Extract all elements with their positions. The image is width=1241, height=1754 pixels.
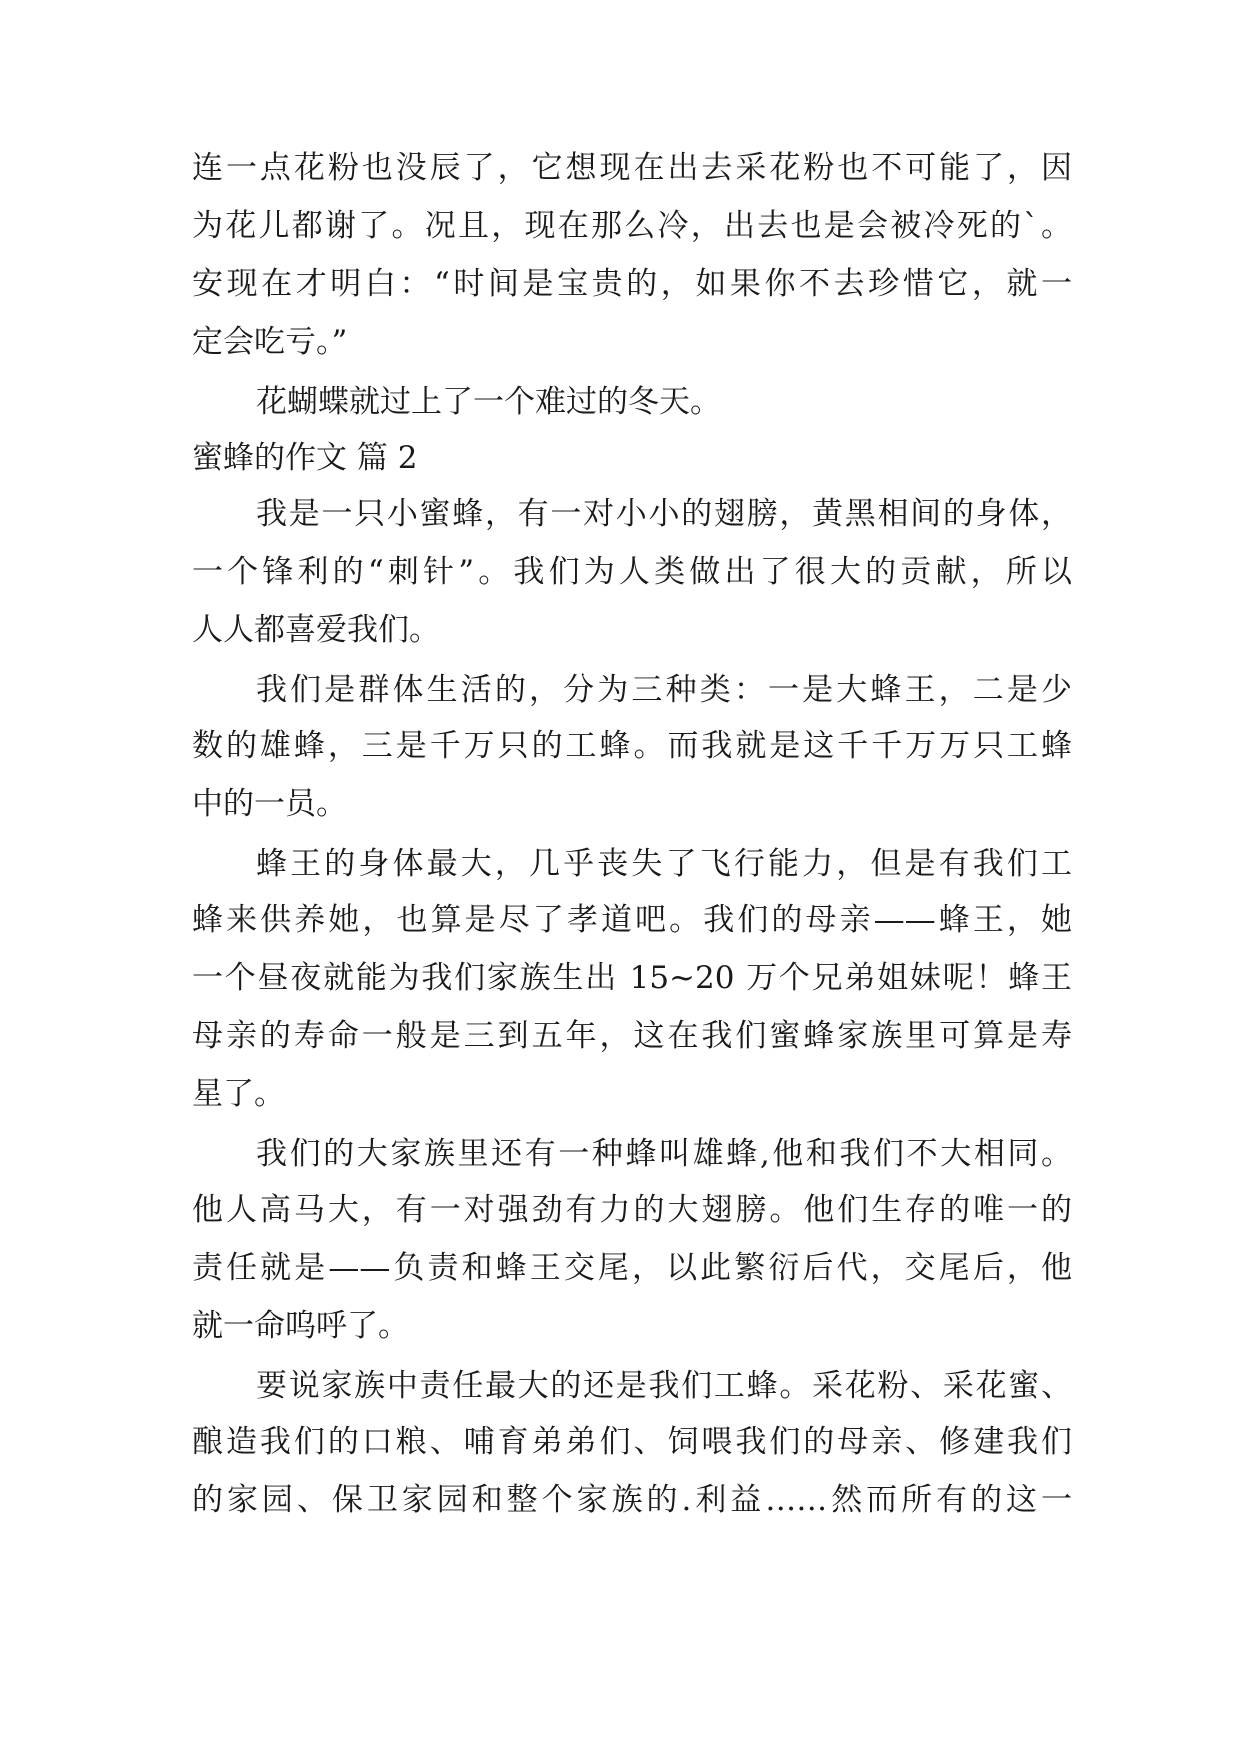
text-line: 一个昼夜就能为我们家族生出 15~20 万个兄弟姐妹呢！蜂王 bbox=[192, 960, 1072, 996]
text-line: 连一点花粉也没辰了，它想现在出去采花粉也不可能了，因 bbox=[192, 150, 1072, 186]
text-line: 我们是群体生活的，分为三种类：一是大蜂王，二是少 bbox=[256, 672, 1072, 708]
text-line: 要说家族中责任最大的还是我们工蜂。采花粉、采花蜜、 bbox=[256, 1368, 1072, 1404]
text-line: 他人高马大，有一对强劲有力的大翅膀。他们生存的唯一的 bbox=[192, 1192, 1072, 1228]
text-line: 一个锋利的“刺针”。我们为人类做出了很大的贡献，所以 bbox=[192, 554, 1072, 590]
text-line: 酿造我们的口粮、哺育弟弟们、饲喂我们的母亲、修建我们 bbox=[192, 1424, 1072, 1460]
text-line: 定会吃亏。” bbox=[192, 324, 348, 360]
text-line: 为花儿都谢了。况且，现在那么冷，出去也是会被冷死的`。 bbox=[192, 208, 1072, 244]
text-line: 花蝴蝶就过上了一个难过的冬天。 bbox=[256, 384, 721, 420]
text-line: 就一命呜呼了。 bbox=[192, 1308, 409, 1344]
text-line: 我们的大家族里还有一种蜂叫雄蜂,他和我们不大相同。 bbox=[256, 1136, 1072, 1172]
text-line: 我是一只小蜜蜂，有一对小小的翅膀，黄黑相间的身体， bbox=[256, 496, 1072, 532]
text-line: 蜂王的身体最大，几乎丧失了飞行能力，但是有我们工 bbox=[256, 846, 1072, 882]
text-line: 蜂来供养她，也算是尽了孝道吧。我们的母亲——蜂王，她 bbox=[192, 902, 1072, 938]
text-line: 责任就是——负责和蜂王交尾，以此繁衍后代，交尾后，他 bbox=[192, 1250, 1072, 1286]
text-line: 母亲的寿命一般是三到五年，这在我们蜜蜂家族里可算是寿 bbox=[192, 1018, 1072, 1054]
text-line: 数的雄蜂，三是千万只的工蜂。而我就是这千千万万只工蜂 bbox=[192, 728, 1072, 764]
text-line: 星了。 bbox=[192, 1076, 285, 1112]
text-line: 人人都喜爱我们。 bbox=[192, 612, 440, 648]
text-line: 的家园、保卫家园和整个家族的.利益……然而所有的这一 bbox=[192, 1482, 1072, 1518]
text-line: 安现在才明白：“时间是宝贵的，如果你不去珍惜它，就一 bbox=[192, 266, 1072, 302]
text-line: 中的一员。 bbox=[192, 786, 347, 822]
section-heading: 蜜蜂的作文 篇 2 bbox=[192, 440, 418, 476]
